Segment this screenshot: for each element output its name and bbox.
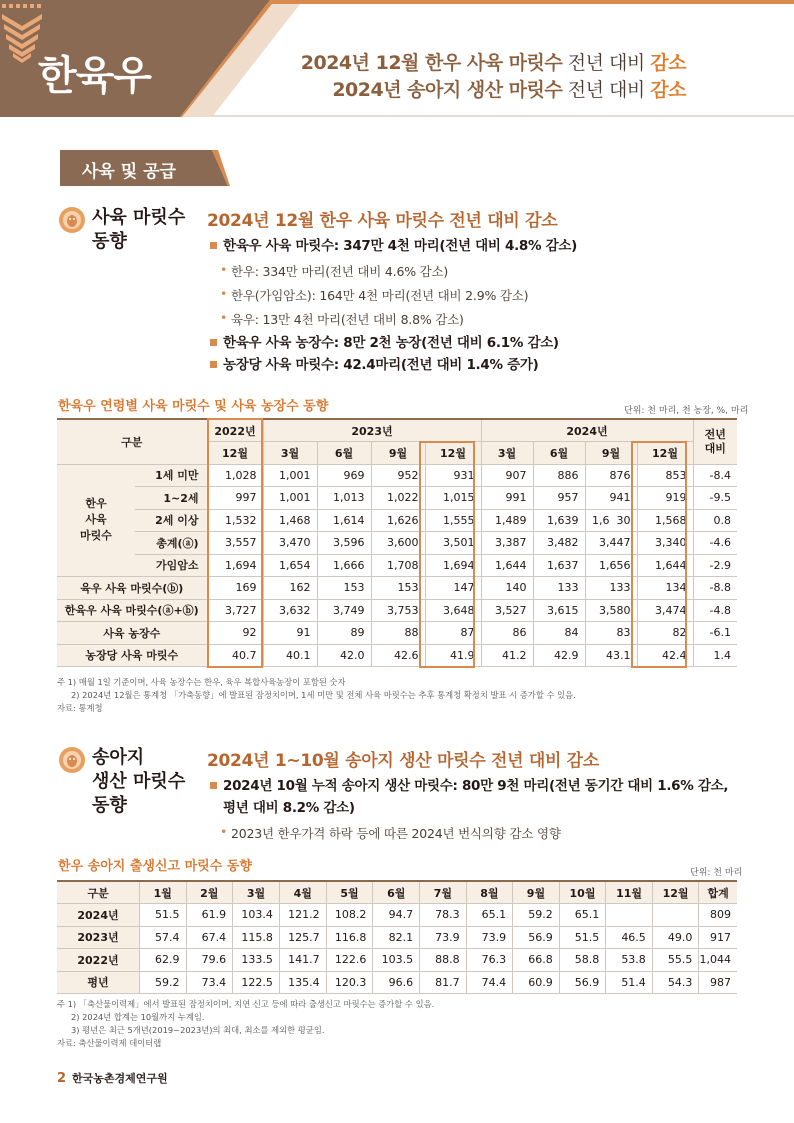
topic-1-title: 2024년 12월 한우 사육 마릿수 전년 대비 감소 xyxy=(207,211,558,231)
calf-icon xyxy=(58,746,86,774)
cell: 73.4 xyxy=(186,971,233,994)
cell: 140 xyxy=(481,577,533,600)
cell: 1,644 xyxy=(637,554,693,577)
cell: 57.4 xyxy=(139,926,186,949)
cell: 3,340 xyxy=(637,532,693,555)
cell: 3,596 xyxy=(317,532,371,555)
row-label: 1~2세 xyxy=(135,487,207,510)
cell: 809 xyxy=(699,904,737,927)
cell: 92 xyxy=(207,622,263,645)
cell: 1,639 xyxy=(533,509,585,532)
cell: 76.3 xyxy=(466,949,513,972)
cell: 853 xyxy=(637,464,693,487)
row-label: 2024년 xyxy=(57,904,139,927)
header-cell: 구분 xyxy=(57,881,139,904)
cell: 84 xyxy=(533,622,585,645)
header-cell: 6월 xyxy=(373,881,420,904)
dec-2022-highlight xyxy=(207,418,263,668)
cell: 1,656 xyxy=(585,554,637,577)
cell: 53.8 xyxy=(606,949,653,972)
cell: 969 xyxy=(317,464,371,487)
cell: 1,637 xyxy=(533,554,585,577)
cell xyxy=(606,904,653,927)
cell: 88 xyxy=(371,622,425,645)
row-label: 육우 사육 마릿수(ⓑ) xyxy=(57,577,207,600)
cell: 88.8 xyxy=(420,949,467,972)
header-cell: 5월 xyxy=(326,881,373,904)
cell: 1,614 xyxy=(317,509,371,532)
cell: 876 xyxy=(585,464,637,487)
row-label: 2023년 xyxy=(57,926,139,949)
header-banner xyxy=(0,0,794,117)
headline xyxy=(301,50,686,104)
cell: 1,001 xyxy=(263,464,317,487)
cell: 3,727 xyxy=(207,599,263,622)
header-cell: 4월 xyxy=(279,881,326,904)
header-month: 12월 xyxy=(425,442,481,465)
cell: 1,044 xyxy=(699,949,737,972)
category-title: 한육우 xyxy=(38,53,151,99)
cell: 133.5 xyxy=(233,949,280,972)
cell: 3,749 xyxy=(317,599,371,622)
cell: 82 xyxy=(637,622,693,645)
cell: 3,470 xyxy=(263,532,317,555)
header-cell: 9월 xyxy=(513,881,560,904)
cell: 61.9 xyxy=(186,904,233,927)
header-cell: 1월 xyxy=(139,881,186,904)
cell: 43.1 xyxy=(585,644,637,667)
cell: 941 xyxy=(585,487,637,510)
cell: 65.1 xyxy=(559,904,606,927)
header-month: 12월 xyxy=(637,442,693,465)
table-2-header-row xyxy=(57,881,737,904)
dec-2023-highlight xyxy=(419,441,475,668)
header-month: 3월 xyxy=(481,442,533,465)
row-label: 평년 xyxy=(57,971,139,994)
topic-1-label-line-2: 동향 xyxy=(92,231,127,252)
topic-1-bullet-3: 농장당 사육 마릿수: 42.4마리(전년 대비 1.4% 증가) xyxy=(223,357,539,373)
cell: 55.5 xyxy=(652,949,699,972)
topic-1-sub-3: • 육우: 13만 4천 마리(전년 대비 8.8% 감소) xyxy=(231,310,464,328)
cell: 120.3 xyxy=(326,971,373,994)
cell: 1,654 xyxy=(263,554,317,577)
header-yoy-line-2: 대비 xyxy=(704,441,726,455)
group-label-line-1: 한우 xyxy=(85,497,107,511)
cell: 86 xyxy=(481,622,533,645)
table-row xyxy=(57,971,737,994)
cell: 1,022 xyxy=(371,487,425,510)
cell: 931 xyxy=(425,464,481,487)
headline-1-mid: 전년 대비 xyxy=(562,52,651,74)
cell: 1,015 xyxy=(425,487,481,510)
headline-1-main: 2024년 12월 한우 사육 마릿수 xyxy=(300,52,563,74)
cell: 40.7 xyxy=(207,644,263,667)
cell: 153 xyxy=(371,577,425,600)
cell: 1,644 xyxy=(481,554,533,577)
header-cell: 2월 xyxy=(186,881,233,904)
cell: 41.2 xyxy=(481,644,533,667)
cell: 56.9 xyxy=(513,926,560,949)
header-year-2023: 2023년 xyxy=(263,419,481,442)
cell: 65.1 xyxy=(466,904,513,927)
cell: 3,557 xyxy=(207,532,263,555)
table-1-note-1: 주 1) 매월 1일 기준이며, 사육 농장수는 한우, 육우 복합사육농장이 포함된 숫자 xyxy=(57,677,346,687)
header-month: 3월 xyxy=(263,442,317,465)
headline-2-mid: 전년 대비 xyxy=(562,79,651,101)
cell: 49.0 xyxy=(652,926,699,949)
cell: 0.8 xyxy=(693,509,737,532)
topic-2-label xyxy=(92,746,185,818)
cell: 103.4 xyxy=(233,904,280,927)
headline-2-highlight: 감소 xyxy=(650,79,686,101)
topic-2-bullet-1 xyxy=(223,776,728,818)
cell: 115.8 xyxy=(233,926,280,949)
cell: -8.8 xyxy=(693,577,737,600)
topic-2-bullet-1-line-2: 평년 대비 8.2% 감소) xyxy=(223,800,355,816)
row-label: 2세 이상 xyxy=(135,509,207,532)
cell: 42.0 xyxy=(317,644,371,667)
cell: 41.9 xyxy=(425,644,481,667)
cell: 147 xyxy=(425,577,481,600)
cell: 46.5 xyxy=(606,926,653,949)
table-2-note-2: 2) 2024년 합계는 10월까지 누계임. xyxy=(71,1012,205,1022)
header-year-2022: 2022년 xyxy=(207,419,263,442)
group-label-hanwoo xyxy=(57,464,135,577)
cell: -6.1 xyxy=(693,622,737,645)
cell: 62.9 xyxy=(139,949,186,972)
cell: 74.4 xyxy=(466,971,513,994)
cell: 135.4 xyxy=(279,971,326,994)
cell: 1,555 xyxy=(425,509,481,532)
topic-1-label xyxy=(92,206,185,254)
topic-1-bullet-2: 한육우 사육 농장수: 8만 2천 농장(전년 대비 6.1% 감소) xyxy=(223,335,559,351)
cell: -9.5 xyxy=(693,487,737,510)
cell: 94.7 xyxy=(373,904,420,927)
cell: 83 xyxy=(585,622,637,645)
group-label-line-3: 마릿수 xyxy=(80,529,112,543)
topic-2-bullet-1-line-1: 2024년 10월 누적 송아지 생산 마릿수: 80만 9천 마리(전년 동기간 대비 1.6% 감소, xyxy=(223,778,729,794)
calf-birth-table xyxy=(57,880,737,994)
cell: 73.9 xyxy=(466,926,513,949)
cell: 73.9 xyxy=(420,926,467,949)
cell: 121.2 xyxy=(279,904,326,927)
header-cell: 8월 xyxy=(466,881,513,904)
group-label-line-2: 사육 xyxy=(85,513,107,527)
cell: 162 xyxy=(263,577,317,600)
cell: 1,626 xyxy=(371,509,425,532)
cell: 56.9 xyxy=(559,971,606,994)
cell: 42.9 xyxy=(533,644,585,667)
cell: 103.5 xyxy=(373,949,420,972)
cell: 3,648 xyxy=(425,599,481,622)
table-row xyxy=(57,949,737,972)
cell: 141.7 xyxy=(279,949,326,972)
topic-1-label-line-1: 사육 마릿수 xyxy=(92,207,186,228)
headline-2-main: 2024년 송아지 생산 마릿수 xyxy=(332,79,563,101)
cell: 1,532 xyxy=(207,509,263,532)
cell: 58.8 xyxy=(559,949,606,972)
cell: 79.6 xyxy=(186,949,233,972)
cell: 122.5 xyxy=(233,971,280,994)
header-cell: 7월 xyxy=(420,881,467,904)
cell: 59.2 xyxy=(139,971,186,994)
cell: 1,694 xyxy=(425,554,481,577)
cell: 82.1 xyxy=(373,926,420,949)
table-2-source: 자료: 축산물이력제 데이터랩 xyxy=(57,1038,162,1048)
cell: 1.4 xyxy=(693,644,737,667)
cell: 917 xyxy=(699,926,737,949)
cell: 89 xyxy=(317,622,371,645)
header-month: 6월 xyxy=(533,442,585,465)
cell: 1,489 xyxy=(481,509,533,532)
cell: 60.9 xyxy=(513,971,560,994)
cell: 125.7 xyxy=(279,926,326,949)
table-2-unit: 단위: 천 마리 xyxy=(690,868,743,878)
header-cell: 합계 xyxy=(699,881,737,904)
cell: -2.9 xyxy=(693,554,737,577)
topic-2-sub-1: • 2023년 한우가격 하락 등에 따른 2024년 번식의향 감소 영향 xyxy=(231,824,561,842)
dec-2024-highlight xyxy=(631,441,687,668)
institute-logo-icon xyxy=(0,0,44,66)
header-yoy-line-1: 전년 xyxy=(704,427,726,441)
cell: 952 xyxy=(371,464,425,487)
topic-1-sub-2: • 한우(가임암소): 164만 4천 마리(전년 대비 2.9% 감소) xyxy=(231,286,528,304)
cell: 1,6 30 xyxy=(585,509,637,532)
cell: 51.5 xyxy=(139,904,186,927)
cell: 3,474 xyxy=(637,599,693,622)
topic-2-label-line-2: 생산 마릿수 xyxy=(92,771,186,792)
cell: 42.6 xyxy=(371,644,425,667)
cell: 51.5 xyxy=(559,926,606,949)
page-footer xyxy=(57,1070,168,1086)
row-label: 2022년 xyxy=(57,949,139,972)
table-row xyxy=(57,926,737,949)
cell: 3,527 xyxy=(481,599,533,622)
table-2-title: 한우 송아지 출생신고 마릿수 동향 xyxy=(58,859,252,874)
cell: 1,708 xyxy=(371,554,425,577)
cell: 3,447 xyxy=(585,532,637,555)
cell: 3,387 xyxy=(481,532,533,555)
row-label: 1세 미만 xyxy=(135,464,207,487)
cell: 87 xyxy=(425,622,481,645)
cell: 133 xyxy=(533,577,585,600)
cell: 1,028 xyxy=(207,464,263,487)
cell: 1,468 xyxy=(263,509,317,532)
cell: 991 xyxy=(481,487,533,510)
row-label: 사육 농장수 xyxy=(57,622,207,645)
organization-name: 한국농촌경제연구원 xyxy=(72,1072,168,1085)
cell: 3,632 xyxy=(263,599,317,622)
cell: 3,600 xyxy=(371,532,425,555)
table-1-header-row-1 xyxy=(57,419,737,442)
header-month: 6월 xyxy=(317,442,371,465)
row-label: 농장당 사육 마릿수 xyxy=(57,644,207,667)
cell: 907 xyxy=(481,464,533,487)
row-label: 한육우 사육 마릿수(ⓐ+ⓑ) xyxy=(57,599,207,622)
cell: -4.8 xyxy=(693,599,737,622)
header-cell: 10월 xyxy=(559,881,606,904)
cell: 3,753 xyxy=(371,599,425,622)
cell: 997 xyxy=(207,487,263,510)
cell: 133 xyxy=(585,577,637,600)
cell: 1,013 xyxy=(317,487,371,510)
cell: 169 xyxy=(207,577,263,600)
cell: 3,482 xyxy=(533,532,585,555)
cattle-icon xyxy=(58,206,86,234)
cell xyxy=(652,904,699,927)
section-title: 사육 및 공급 xyxy=(82,162,176,182)
cell: 1,666 xyxy=(317,554,371,577)
table-1-title: 한육우 연령별 사육 마릿수 및 사육 농장수 동향 xyxy=(58,399,329,414)
cell: 1,001 xyxy=(263,487,317,510)
topic-2-label-line-3: 동향 xyxy=(92,795,127,816)
header-year-2024: 2024년 xyxy=(481,419,693,442)
header-month: 9월 xyxy=(585,442,637,465)
cell: 957 xyxy=(533,487,585,510)
cell: 116.8 xyxy=(326,926,373,949)
cell: 987 xyxy=(699,971,737,994)
cell: 886 xyxy=(533,464,585,487)
cell: 122.6 xyxy=(326,949,373,972)
topic-1-sub-1: • 한우: 334만 마리(전년 대비 4.6% 감소) xyxy=(231,262,448,280)
cell: 134 xyxy=(637,577,693,600)
table-1-source: 자료: 통계청 xyxy=(57,703,103,713)
cell: 108.2 xyxy=(326,904,373,927)
cell: 3,615 xyxy=(533,599,585,622)
cell: 153 xyxy=(317,577,371,600)
topic-2-label-line-1: 송아지 xyxy=(92,747,145,768)
header-cell: 11월 xyxy=(606,881,653,904)
header-month: 9월 xyxy=(371,442,425,465)
cell: 59.2 xyxy=(513,904,560,927)
header-cell: 3월 xyxy=(233,881,280,904)
cell: 1,568 xyxy=(637,509,693,532)
header-yoy xyxy=(693,419,737,464)
cell: 1,694 xyxy=(207,554,263,577)
page-number: 2 xyxy=(57,1071,67,1086)
table-2-note-1: 주 1) 「축산물이력제」에서 발표된 잠정치이며, 지연 신고 등에 따라 출생신고 마릿수는 증가할 수 있음. xyxy=(57,999,435,1009)
cell: 91 xyxy=(263,622,317,645)
topic-2-title: 2024년 1~10월 송아지 생산 마릿수 전년 대비 감소 xyxy=(207,751,599,771)
cell: 78.3 xyxy=(420,904,467,927)
cell: -8.4 xyxy=(693,464,737,487)
cell: 96.6 xyxy=(373,971,420,994)
cell: 3,580 xyxy=(585,599,637,622)
cell: 3,501 xyxy=(425,532,481,555)
cell: -4.6 xyxy=(693,532,737,555)
cell: 54.3 xyxy=(652,971,699,994)
header-cell: 12월 xyxy=(652,881,699,904)
cell: 67.4 xyxy=(186,926,233,949)
table-2-note-3: 3) 평년은 최근 5개년(2019~2023년)의 최대, 최소를 제외한 평균임. xyxy=(71,1025,325,1035)
row-label: 총계(ⓐ) xyxy=(135,532,207,555)
cell: 919 xyxy=(637,487,693,510)
header-category: 구분 xyxy=(57,419,207,464)
cell: 42.4 xyxy=(637,644,693,667)
table-1-unit: 단위: 천 마리, 천 농장, %, 마리 xyxy=(624,406,749,416)
cell: 66.8 xyxy=(513,949,560,972)
table-1-note-2: 2) 2024년 12월은 통계청 「가축동향」에 발표된 잠정치이며, 1세 미만 및 전체 사육 마릿수는 추후 통계청 확정치 발표 시 증가할 수 있음. xyxy=(71,690,576,700)
header-month: 12월 xyxy=(207,442,263,465)
cell: 51.4 xyxy=(606,971,653,994)
headline-1-highlight: 감소 xyxy=(650,52,686,74)
topic-1-bullet-1: 한육우 사육 마릿수: 347만 4천 마리(전년 대비 4.8% 감소) xyxy=(223,238,577,254)
cell: 40.1 xyxy=(263,644,317,667)
row-label: 가임암소 xyxy=(135,554,207,577)
cell: 81.7 xyxy=(420,971,467,994)
table-row xyxy=(57,904,737,927)
